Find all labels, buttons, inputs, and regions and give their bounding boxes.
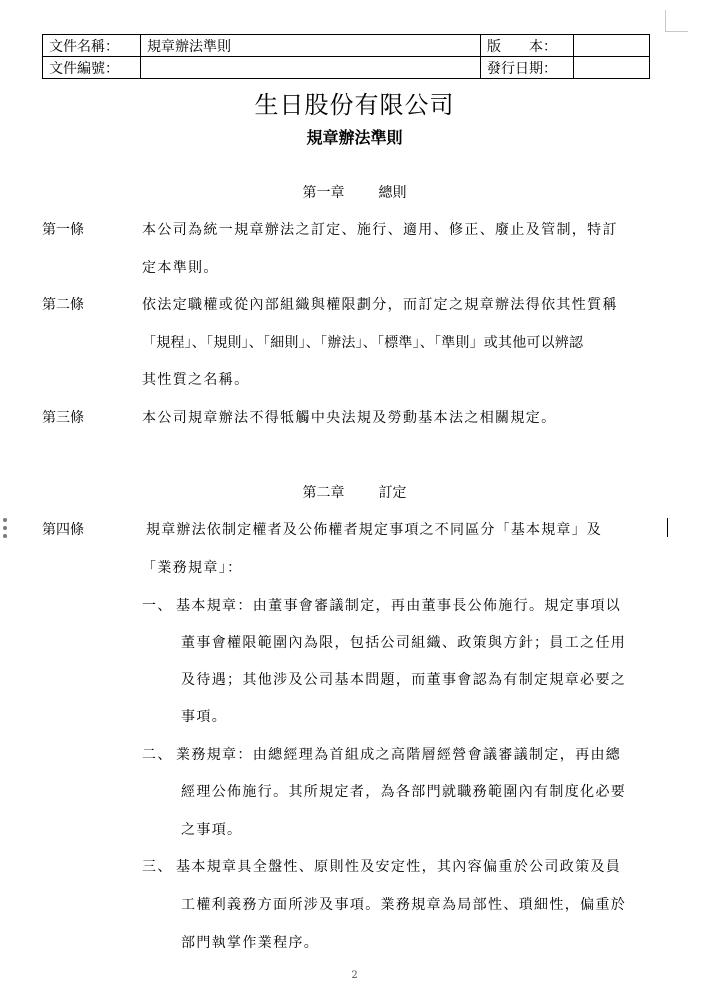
doc-no-value[interactable]: [141, 57, 481, 79]
list-item-text-line: 業務規章：由總經理為首組成之高階層經營會議審議制定，再由總: [176, 747, 622, 763]
page-number: 2: [351, 970, 358, 981]
doc-name-label: 文件名稱：: [43, 35, 141, 57]
list-item-text-line: 及待遇；其他涉及公司基本問題，而董事會認為有制定規章必要之: [181, 672, 627, 688]
doc-no-label: 文件編號：: [43, 57, 141, 79]
article-text-line: 其性質之名稱。: [142, 372, 250, 388]
chapter-heading: [0, 482, 709, 502]
list-item-marker: 三、: [142, 859, 173, 875]
page-corner-mark: [666, 31, 688, 32]
list-item-text-line: 之事項。: [181, 822, 243, 838]
list-item-text-line: 工權利義務方面所涉及事項。業務規章為局部性、瑣細性，偏重於: [181, 897, 627, 913]
list-item-text-line: 經理公佈施行。其所規定者，為各部門就職務範圍內有制度化必要: [181, 784, 627, 800]
chapter-number: 第一章: [302, 185, 345, 201]
chapter-name: 訂定: [378, 485, 407, 501]
article-text-line: 「業務規章」：: [142, 560, 243, 576]
list-item-text-line: 董事會權限範圍內為限，包括公司組織、政策與方針；員工之任用: [181, 635, 627, 651]
chapter-heading: [0, 182, 709, 202]
article-text-line: 依法定職權或從內部組織與權限劃分，而訂定之規章辦法得依其性質稱: [142, 297, 618, 313]
list-item-text-line: 事項。: [181, 709, 228, 725]
list-item-text-line: 部門執掌作業程序。: [181, 935, 320, 951]
drag-handle-icon[interactable]: [3, 518, 8, 542]
list-item-marker: 二、: [142, 747, 173, 763]
article-number: 第一條: [42, 222, 84, 238]
list-item-text-line: 基本規章：由董事會審議制定，再由董事長公佈施行。規定事項以: [176, 598, 622, 614]
company-name: 生日股份有限公司: [254, 91, 455, 119]
version-value[interactable]: [574, 35, 650, 57]
page-corner-mark: [665, 10, 666, 32]
article-number: 第四條: [42, 522, 84, 538]
document-title: 規章辦法準則: [306, 128, 403, 147]
document-header-table: [42, 34, 650, 79]
article-number: 第二條: [42, 297, 84, 313]
issue-date-value[interactable]: [574, 57, 650, 79]
list-item-text-line: 基本規章具全盤性、原則性及安定性，其內容偏重於公司政策及員: [176, 859, 622, 875]
version-label: 版 本：: [481, 35, 574, 57]
text-cursor: [667, 518, 668, 537]
article-text-line: 「規程」、「規則」、「細則」、「辦法」、「標準」、「準則」或其他可以辨認: [142, 335, 584, 351]
chapter-number: 第二章: [302, 485, 345, 501]
list-item-marker: 一、: [142, 598, 173, 614]
article-text-line: 本公司為統一規章辦法之訂定、施行、適用、修正、廢止及管制，特訂: [142, 222, 618, 238]
issue-date-label: 發行日期：: [481, 57, 574, 79]
article-number: 第三條: [42, 410, 84, 426]
article-text-line: 本公司規章辦法不得牴觸中央法規及勞動基本法之相關規定。: [142, 410, 557, 426]
chapter-name: 總則: [378, 185, 407, 201]
article-text-line: 規章辦法依制定權者及公佈權者規定事項之不同區分「基本規章」及: [146, 522, 602, 538]
doc-name-value[interactable]: 規章辦法準則: [141, 35, 481, 57]
article-text-line: 定本準則。: [142, 260, 219, 276]
